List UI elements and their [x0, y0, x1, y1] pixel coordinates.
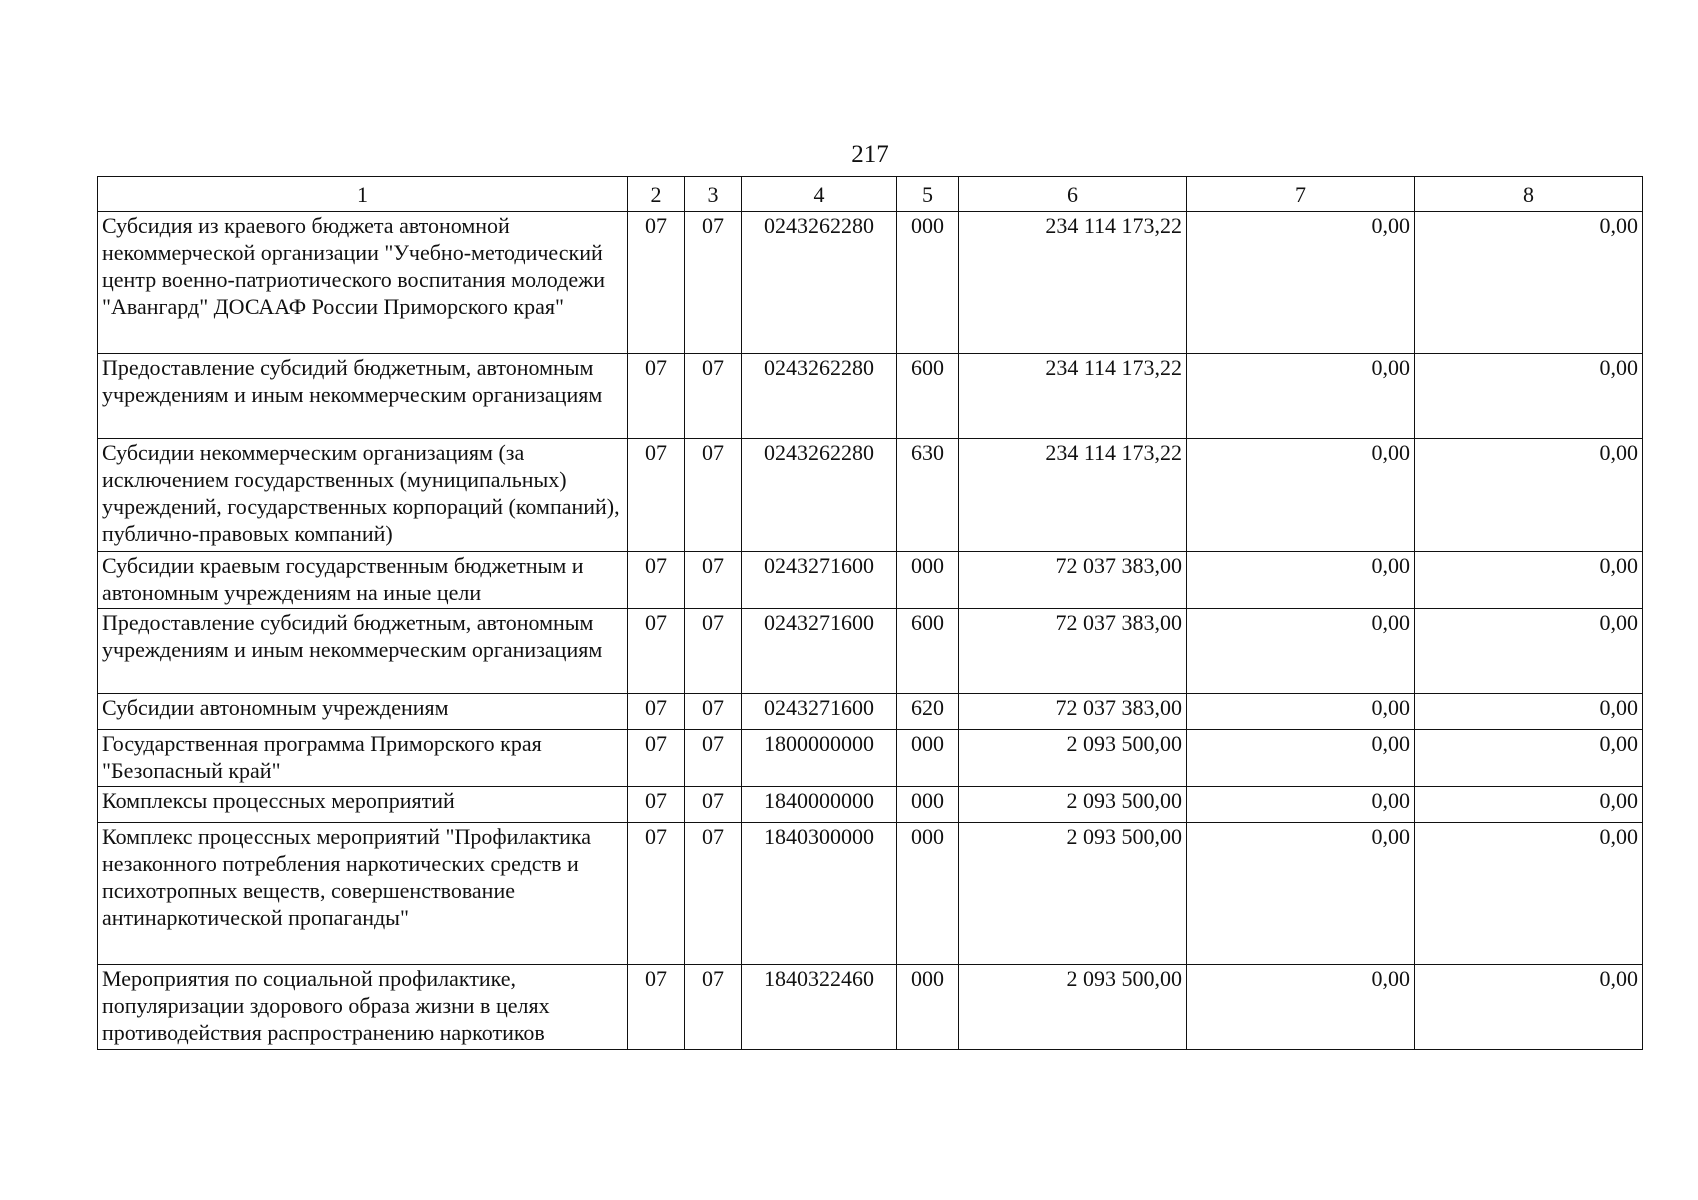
- row-amount-7: 0,00: [1187, 212, 1415, 354]
- row-name: Субсидии краевым государственным бюджетным и автономным учреждениям на иные цели: [98, 552, 628, 609]
- row-amount-8: 0,00: [1415, 552, 1643, 609]
- row-section: 07: [628, 354, 685, 439]
- row-subsection: 07: [685, 609, 742, 694]
- row-amount-8: 0,00: [1415, 354, 1643, 439]
- row-target-code: 1840300000: [742, 823, 897, 965]
- page-number: 217: [851, 141, 889, 168]
- row-amount-7: 0,00: [1187, 730, 1415, 787]
- row-amount-6: 2 093 500,00: [959, 965, 1187, 1050]
- table-row: [98, 694, 1643, 730]
- row-target-code: 1800000000: [742, 730, 897, 787]
- row-name: Субсидия из краевого бюджета автономной некоммерческой организации "Учебно-методический центр военно-патриотического воспитания молодежи "Авангард" ДОСААФ России Приморского края": [98, 212, 628, 354]
- row-target-code: 0243262280: [742, 439, 897, 552]
- row-amount-7: 0,00: [1187, 787, 1415, 823]
- row-amount-8: 0,00: [1415, 730, 1643, 787]
- row-amount-7: 0,00: [1187, 354, 1415, 439]
- row-amount-7: 0,00: [1187, 694, 1415, 730]
- row-expense-type: 600: [897, 609, 959, 694]
- column-header-3: 3: [685, 177, 742, 212]
- table-row: [98, 823, 1643, 965]
- row-expense-type: 000: [897, 823, 959, 965]
- budget-table: [97, 176, 1643, 1050]
- row-target-code: 0243271600: [742, 694, 897, 730]
- row-expense-type: 630: [897, 439, 959, 552]
- table-row: [98, 965, 1643, 1050]
- column-header-1: 1: [98, 177, 628, 212]
- column-header-8: 8: [1415, 177, 1643, 212]
- column-header-5: 5: [897, 177, 959, 212]
- row-section: 07: [628, 552, 685, 609]
- column-header-2: 2: [628, 177, 685, 212]
- column-header-6: 6: [959, 177, 1187, 212]
- row-target-code: 1840322460: [742, 965, 897, 1050]
- row-section: 07: [628, 730, 685, 787]
- table-row: [98, 212, 1643, 354]
- row-subsection: 07: [685, 730, 742, 787]
- table-row: [98, 439, 1643, 552]
- row-subsection: 07: [685, 439, 742, 552]
- row-amount-7: 0,00: [1187, 552, 1415, 609]
- row-name: Предоставление субсидий бюджетным, автономным учреждениям и иным некоммерческим организациям: [98, 609, 628, 694]
- row-subsection: 07: [685, 552, 742, 609]
- row-expense-type: 000: [897, 965, 959, 1050]
- table-row: [98, 730, 1643, 787]
- row-amount-6: 72 037 383,00: [959, 694, 1187, 730]
- row-target-code: 0243271600: [742, 552, 897, 609]
- row-name: Мероприятия по социальной профилактике, популяризации здорового образа жизни в целях противодействия распространению наркотиков: [98, 965, 628, 1050]
- table-row: [98, 552, 1643, 609]
- row-subsection: 07: [685, 965, 742, 1050]
- row-expense-type: 620: [897, 694, 959, 730]
- row-amount-8: 0,00: [1415, 823, 1643, 965]
- row-expense-type: 000: [897, 552, 959, 609]
- row-amount-7: 0,00: [1187, 965, 1415, 1050]
- column-header-4: 4: [742, 177, 897, 212]
- row-expense-type: 600: [897, 354, 959, 439]
- row-target-code: 0243262280: [742, 212, 897, 354]
- row-amount-7: 0,00: [1187, 439, 1415, 552]
- row-section: 07: [628, 787, 685, 823]
- row-section: 07: [628, 609, 685, 694]
- row-amount-6: 72 037 383,00: [959, 552, 1187, 609]
- row-amount-7: 0,00: [1187, 609, 1415, 694]
- row-section: 07: [628, 823, 685, 965]
- table-row: [98, 787, 1643, 823]
- row-amount-6: 234 114 173,22: [959, 439, 1187, 552]
- row-section: 07: [628, 965, 685, 1050]
- row-expense-type: 000: [897, 212, 959, 354]
- table-row: [98, 609, 1643, 694]
- row-subsection: 07: [685, 823, 742, 965]
- row-amount-8: 0,00: [1415, 439, 1643, 552]
- row-amount-8: 0,00: [1415, 609, 1643, 694]
- row-name: Предоставление субсидий бюджетным, автономным учреждениям и иным некоммерческим организациям: [98, 354, 628, 439]
- table-header-row: [98, 177, 1643, 212]
- row-target-code: 0243262280: [742, 354, 897, 439]
- row-expense-type: 000: [897, 787, 959, 823]
- row-section: 07: [628, 439, 685, 552]
- row-name: Комплексы процессных мероприятий: [98, 787, 628, 823]
- column-header-7: 7: [1187, 177, 1415, 212]
- row-name: Субсидии некоммерческим организациям (за исключением государственных (муниципальных) учреждений, государственных корпораций (компаний), публично-правовых компаний): [98, 439, 628, 552]
- row-amount-6: 234 114 173,22: [959, 212, 1187, 354]
- row-subsection: 07: [685, 354, 742, 439]
- row-amount-6: 234 114 173,22: [959, 354, 1187, 439]
- table-row: [98, 354, 1643, 439]
- row-expense-type: 000: [897, 730, 959, 787]
- row-name: Государственная программа Приморского края "Безопасный край": [98, 730, 628, 787]
- row-target-code: 1840000000: [742, 787, 897, 823]
- row-subsection: 07: [685, 694, 742, 730]
- row-amount-8: 0,00: [1415, 212, 1643, 354]
- row-amount-8: 0,00: [1415, 694, 1643, 730]
- row-name: Субсидии автономным учреждениям: [98, 694, 628, 730]
- row-name: Комплекс процессных мероприятий "Профилактика незаконного потребления наркотических средств и психотропных веществ, совершенствование антинаркотической пропаганды": [98, 823, 628, 965]
- row-amount-8: 0,00: [1415, 965, 1643, 1050]
- row-section: 07: [628, 212, 685, 354]
- row-amount-6: 2 093 500,00: [959, 730, 1187, 787]
- row-amount-6: 2 093 500,00: [959, 823, 1187, 965]
- row-amount-7: 0,00: [1187, 823, 1415, 965]
- row-target-code: 0243271600: [742, 609, 897, 694]
- row-amount-8: 0,00: [1415, 787, 1643, 823]
- row-subsection: 07: [685, 787, 742, 823]
- row-amount-6: 2 093 500,00: [959, 787, 1187, 823]
- row-section: 07: [628, 694, 685, 730]
- row-subsection: 07: [685, 212, 742, 354]
- row-amount-6: 72 037 383,00: [959, 609, 1187, 694]
